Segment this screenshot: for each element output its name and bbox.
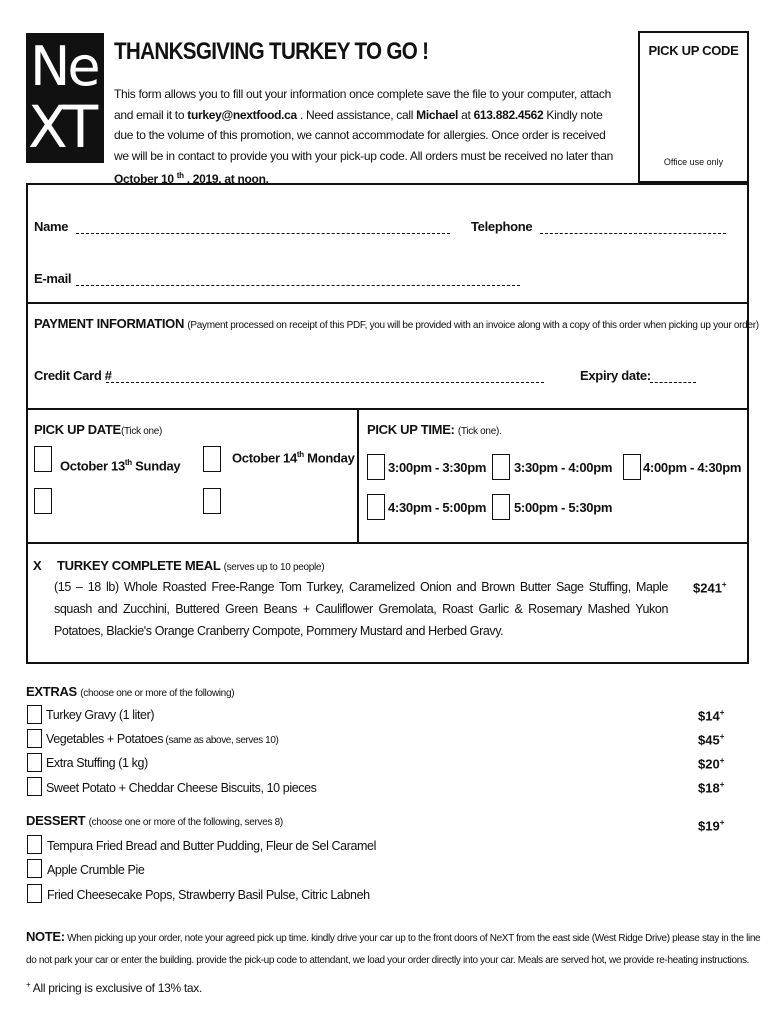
checkbox-october-14[interactable]	[203, 446, 221, 472]
option-time-3: 4:00pm - 4:30pm	[643, 460, 742, 475]
checkbox-date-blank-1[interactable]	[34, 488, 52, 514]
note-title: NOTE:	[26, 929, 65, 944]
pickup-time-title: PICK UP TIME: (Tick one).	[367, 422, 502, 437]
checkbox-time-1[interactable]	[367, 454, 385, 480]
credit-card-label: Credit Card #	[34, 368, 112, 383]
credit-card-field[interactable]	[106, 382, 544, 383]
pickup-note: NOTE: When picking up your order, note your agreed pick up time. kindly drive your car up to the front doors of NeXT from the east side (West Ridge Drive) please stay in the line do not park your car or enter the building. provide the pick-up code to attendant, we load your order directly into your car. Meals are served hot, we provide re-heating instructions.	[26, 929, 761, 966]
checkbox-time-2[interactable]	[492, 454, 510, 480]
intro-text: This form allows you to fill out your information once complete save the file to your computer, attach and email it to turkey@nextfood.ca . Need assistance, call Michael at 613.882.4562 Kindly note due to the volume of this promotion, we cannot accommodate for allergies. Once order is received we will be in contact to provide you with your pick-up code. All orders must be received no later than October 10 $^{th}$ , 2019, at noon.	[114, 87, 614, 186]
option-time-5: 5:00pm - 5:30pm	[514, 500, 613, 515]
checkbox-october-13[interactable]	[34, 446, 52, 472]
extras-title: EXTRAS (choose one or more of the following)	[26, 684, 235, 699]
extra-biscuits-price: $18+	[698, 780, 725, 796]
order-email-link[interactable]: turkey@nextfood.ca	[187, 107, 297, 122]
meal-price: $241+	[693, 580, 727, 596]
checkbox-dessert-cheesecake[interactable]	[27, 884, 42, 903]
email-label: E-mail	[34, 271, 72, 286]
name-field[interactable]	[76, 233, 450, 234]
checkbox-dessert-pudding[interactable]	[27, 835, 42, 854]
email-field[interactable]	[76, 285, 520, 286]
checkbox-time-4[interactable]	[367, 494, 385, 520]
dessert-title: DESSERT (choose one or more of the following, serves 8)	[26, 813, 283, 828]
contact-phone: 613.882.4562	[473, 107, 544, 122]
checkbox-extra-biscuits[interactable]	[27, 777, 42, 796]
extra-gravy-price: $14+	[698, 708, 725, 724]
extra-gravy: Turkey Gravy (1 liter)	[46, 708, 155, 722]
extra-stuffing: Extra Stuffing (1 kg)	[46, 756, 148, 770]
office-use-note: Office use only	[663, 157, 724, 167]
pickup-code-title: PICK UP CODE	[648, 43, 739, 58]
order-deadline: October 10 $^{th}$ , 2019, at noon.	[114, 171, 269, 186]
next-logo	[26, 33, 104, 163]
option-october-13: October 13th Sunday	[60, 458, 181, 474]
dessert-price: $19+	[698, 818, 725, 834]
expiry-label: Expiry date:	[580, 368, 651, 383]
logo-line-2: XT	[28, 93, 95, 161]
pickup-time-section	[357, 408, 749, 544]
extra-biscuits: Sweet Potato + Cheddar Cheese Biscuits, 10 pieces	[46, 781, 317, 795]
logo-line-1: Ne	[30, 35, 98, 98]
checkbox-extra-gravy[interactable]	[27, 705, 42, 724]
telephone-label: Telephone	[471, 219, 533, 234]
extra-vegetables-price: $45+	[698, 732, 725, 748]
checkbox-time-3[interactable]	[623, 454, 641, 480]
meal-selected-mark[interactable]: X	[33, 558, 42, 573]
dessert-pudding: Tempura Fried Bread and Butter Pudding, Fleur de Sel Caramel	[47, 839, 376, 853]
pickup-code-box	[638, 31, 749, 183]
payment-subtitle: (Payment processed on receipt of this PDF, you will be provided with an invoice along with a copy of this order when picking up your order)	[187, 320, 759, 331]
checkbox-extra-stuffing[interactable]	[27, 753, 42, 772]
name-label: Name	[34, 219, 69, 234]
checkbox-time-5[interactable]	[492, 494, 510, 520]
checkbox-dessert-pie[interactable]	[27, 859, 42, 878]
meal-description: (15 – 18 lb) Whole Roasted Free-Range Tom Turkey, Caramelized Onion and Brown Butter Sage Stuffing, Maple squash and Zucchini, Buttered Green Beans + Cauliflower Gremolata, Roast Garlic & Rosemary Mashed Yukon Potatoes, Blackie's Orange Cranberry Compote, Pommery Mustard and Herbed Gravy.	[54, 580, 668, 638]
extra-stuffing-price: $20+	[698, 756, 725, 772]
dessert-pie: Apple Crumble Pie	[47, 863, 145, 877]
checkbox-date-blank-2[interactable]	[203, 488, 221, 514]
contact-section	[26, 183, 749, 304]
option-october-14: October 14th Monday	[232, 450, 355, 466]
telephone-field[interactable]	[540, 233, 726, 234]
pickup-date-title: PICK UP DATE(Tick one)	[34, 422, 163, 437]
page-title: THANKSGIVING TURKEY TO GO !	[114, 38, 429, 65]
dessert-cheesecake: Fried Cheesecake Pops, Strawberry Basil Pulse, Citric Labneh	[47, 888, 370, 902]
meal-title: TURKEY COMPLETE MEAL (serves up to 10 people)	[57, 558, 325, 573]
checkbox-extra-vegetables[interactable]	[27, 729, 42, 748]
contact-name: Michael	[416, 107, 459, 122]
option-time-1: 3:00pm - 3:30pm	[388, 460, 487, 475]
option-time-2: 3:30pm - 4:00pm	[514, 460, 613, 475]
payment-title: PAYMENT INFORMATION (Payment processed on receipt of this PDF, you will be provided with an invoice along with a copy of this order when picking up your order)	[34, 316, 759, 331]
tax-note: + All pricing is exclusive of 13% tax.	[26, 980, 203, 995]
payment-section	[26, 302, 759, 410]
option-time-4: 4:30pm - 5:00pm	[388, 500, 487, 515]
pickup-date-section	[26, 408, 359, 544]
expiry-field[interactable]	[650, 382, 696, 383]
extra-vegetables: Vegetables + Potatoes (same as above, serves 10)	[46, 732, 279, 746]
